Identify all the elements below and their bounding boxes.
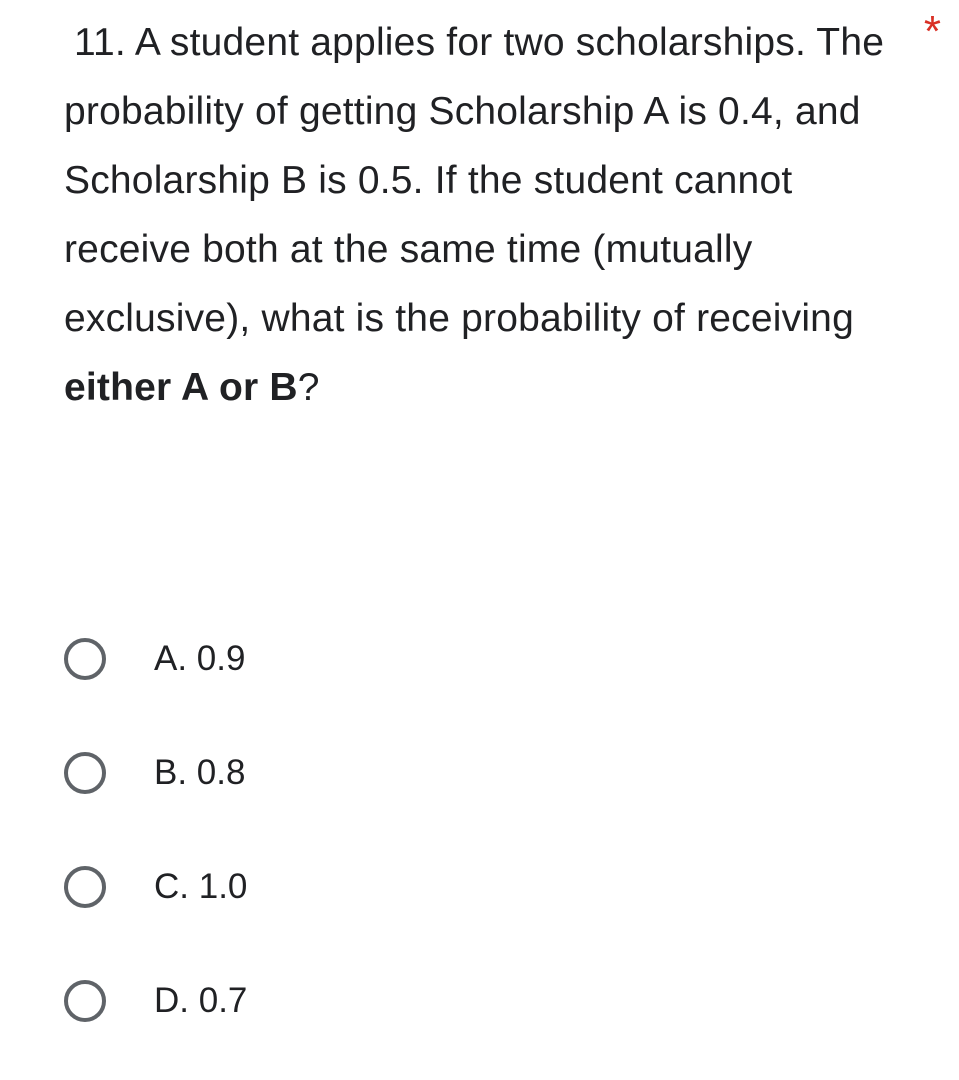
option-label: A. 0.9 xyxy=(154,639,246,678)
radio-unchecked-icon[interactable] xyxy=(64,638,106,680)
option-label: B. 0.8 xyxy=(154,753,246,792)
question-body: A student applies for two scholarships. The probability of getting Scholarship A is 0.4, and Scholarship B is 0.5. If the student cannot receive both at the same time (mutually exclusive), what is the probability of receiving xyxy=(64,21,885,340)
radio-unchecked-icon[interactable] xyxy=(64,980,106,1022)
question-end: ? xyxy=(297,366,320,409)
question-text xyxy=(64,8,904,422)
radio-unchecked-icon[interactable] xyxy=(64,866,106,908)
required-asterisk: * xyxy=(923,7,941,56)
option-label: C. 1.0 xyxy=(154,867,248,906)
radio-unchecked-icon[interactable] xyxy=(64,752,106,794)
options-list xyxy=(64,624,247,1080)
option-b[interactable] xyxy=(64,738,247,808)
option-a[interactable] xyxy=(64,624,247,694)
option-label: D. 0.7 xyxy=(154,981,248,1020)
option-d[interactable] xyxy=(64,966,247,1036)
question-emphasis: either A or B xyxy=(64,366,298,409)
question-number: 11. xyxy=(74,21,126,64)
option-c[interactable] xyxy=(64,852,247,922)
